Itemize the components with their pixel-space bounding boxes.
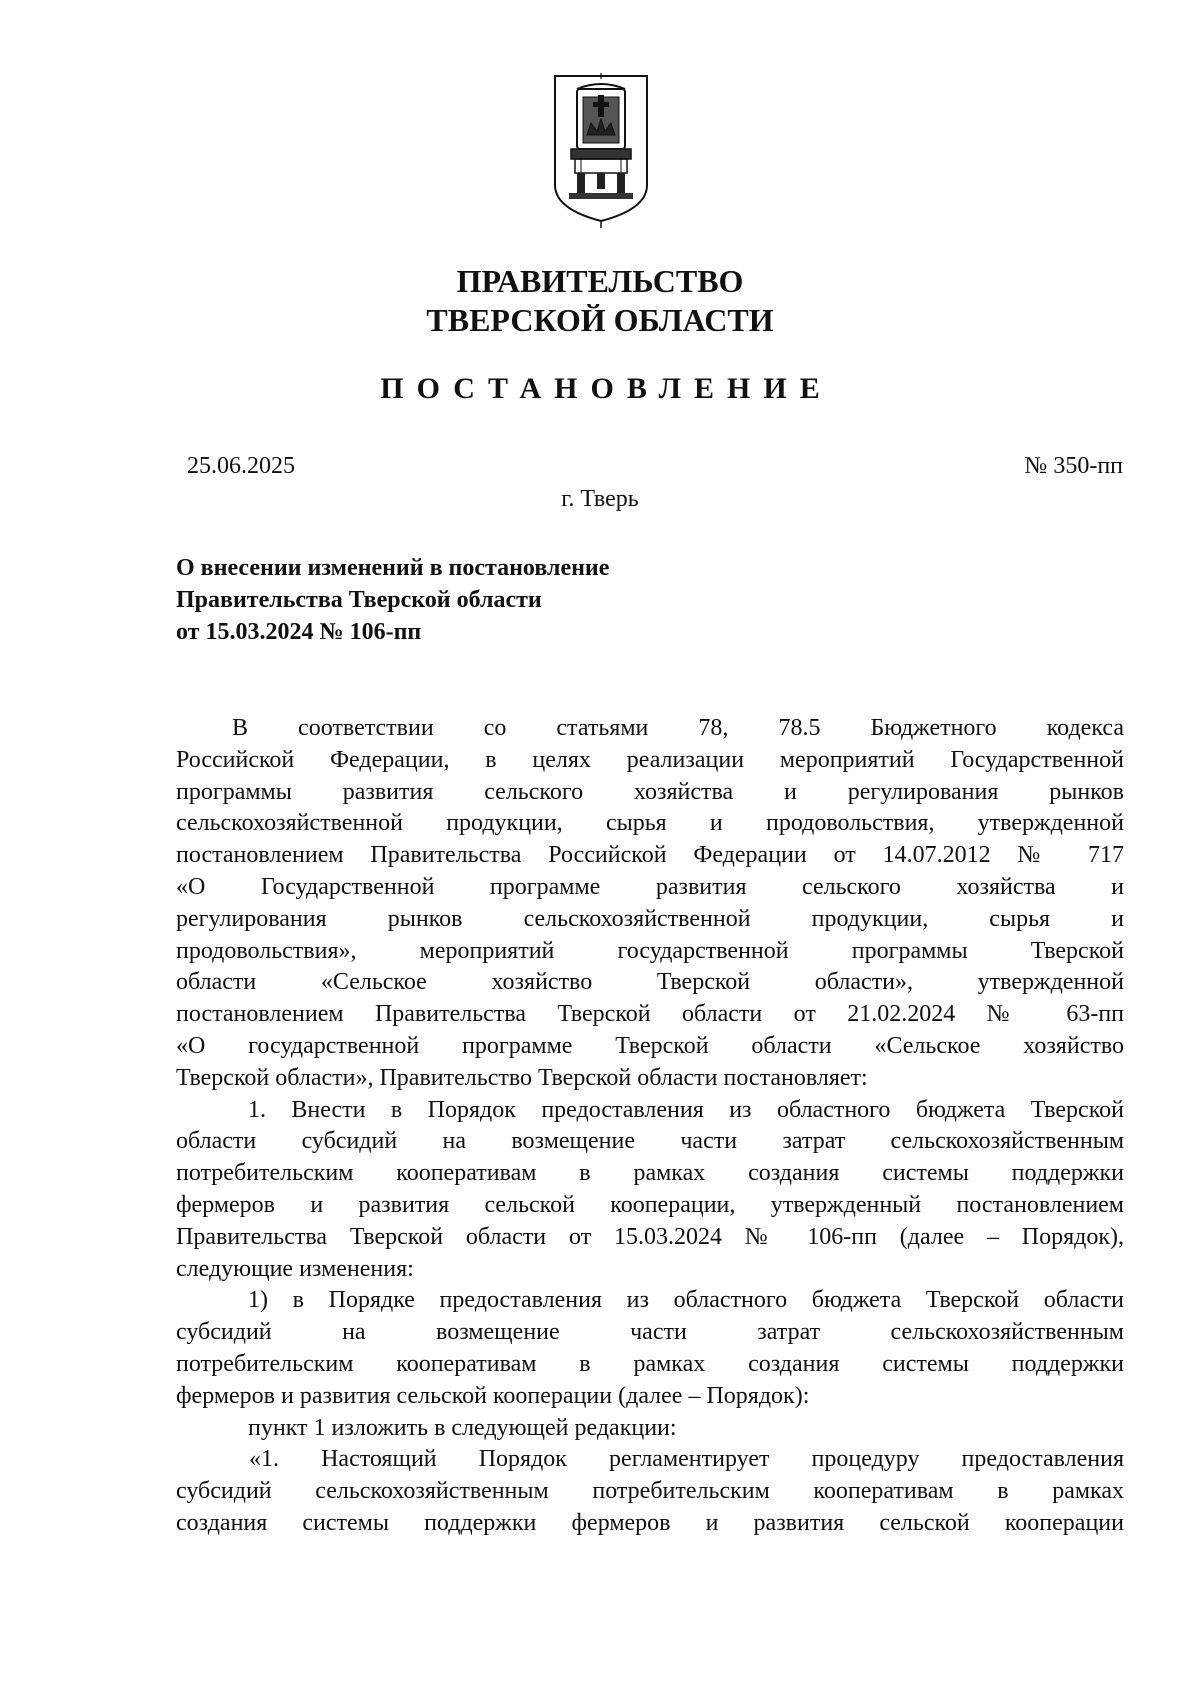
body-line: постановлением Правительства Тверской области от 21.02.2024 № 63-пп bbox=[176, 1001, 1124, 1028]
government-title bbox=[0, 262, 1200, 340]
body-line: потребительским кооперативам в рамках создания системы поддержки bbox=[176, 1350, 1124, 1377]
body-line: регулирования рынков сельскохозяйственной продукции, сырья и bbox=[176, 905, 1124, 932]
body-line: 1. Внести в Порядок предоставления из областного бюджета Тверской bbox=[248, 1096, 1124, 1123]
body-line: 1) в Порядке предоставления из областного бюджета Тверской области bbox=[248, 1287, 1124, 1314]
government-title-line1: ПРАВИТЕЛЬСТВО bbox=[456, 263, 744, 299]
body-line: области субсидий на возмещение части затрат сельскохозяйственным bbox=[176, 1128, 1124, 1155]
government-title-line2: ТВЕРСКОЙ ОБЛАСТИ bbox=[426, 302, 774, 338]
document-date: 25.06.2025 bbox=[187, 453, 295, 479]
body-line: В соответствии со статьями 78, 78.5 Бюджетного кодекса bbox=[232, 715, 1124, 741]
body-line: фермеров и развития сельской кооперации (далее – Порядок): bbox=[176, 1382, 810, 1409]
subject-line: от 15.03.2024 № 106-пп bbox=[176, 619, 422, 645]
document-body bbox=[176, 713, 1124, 1540]
body-line: Правительства Тверской области от 15.03.2024 № 106-пп (далее – Порядок), bbox=[176, 1223, 1124, 1250]
body-line: создания системы поддержки фермеров и развития сельской кооперации bbox=[176, 1509, 1124, 1536]
document-type: ПОСТАНОВЛЕНИЕ bbox=[380, 372, 833, 405]
body-line: «1. Настоящий Порядок регламентирует процедуру предоставления bbox=[249, 1446, 1124, 1473]
body-line: продовольствия», мероприятий государственной программы Тверской bbox=[176, 937, 1124, 964]
body-line: фермеров и развития сельской кооперации, утвержденный постановлением bbox=[176, 1191, 1124, 1218]
body-line: «О государственной программе Тверской области «Сельское хозяйство bbox=[176, 1032, 1124, 1059]
body-line: субсидий сельскохозяйственным потребительским кооперативам в рамках bbox=[176, 1478, 1124, 1505]
body-line: следующие изменения: bbox=[176, 1255, 414, 1282]
subject-line: О внесении изменений в постановление bbox=[176, 555, 610, 581]
coat-of-arms-emblem bbox=[553, 73, 649, 228]
document-number: № 350-пп bbox=[1024, 453, 1123, 479]
body-line: субсидий на возмещение части затрат сельскохозяйственным bbox=[176, 1319, 1124, 1346]
document-city: г. Тверь bbox=[561, 486, 639, 512]
body-line: постановлением Правительства Российской Федерации от 14.07.2012 № 717 bbox=[176, 842, 1124, 869]
subject-line: Правительства Тверской области bbox=[176, 587, 542, 613]
body-line: сельскохозяйственной продукции, сырья и продовольствия, утвержденной bbox=[176, 810, 1124, 837]
body-line: области «Сельское хозяйство Тверской области», утвержденной bbox=[176, 969, 1124, 996]
body-line: пункт 1 изложить в следующей редакции: bbox=[248, 1414, 677, 1441]
document-subject bbox=[176, 552, 609, 648]
body-line: программы развития сельского хозяйства и регулирования рынков bbox=[176, 778, 1124, 805]
body-line: Тверской области», Правительство Тверской области постановляет: bbox=[176, 1064, 868, 1091]
body-line: потребительским кооперативам в рамках создания системы поддержки bbox=[176, 1160, 1124, 1187]
body-line: Российской Федерации, в целях реализации мероприятий Государственной bbox=[176, 746, 1124, 773]
body-line: «О Государственной программе развития сельского хозяйства и bbox=[176, 873, 1124, 900]
